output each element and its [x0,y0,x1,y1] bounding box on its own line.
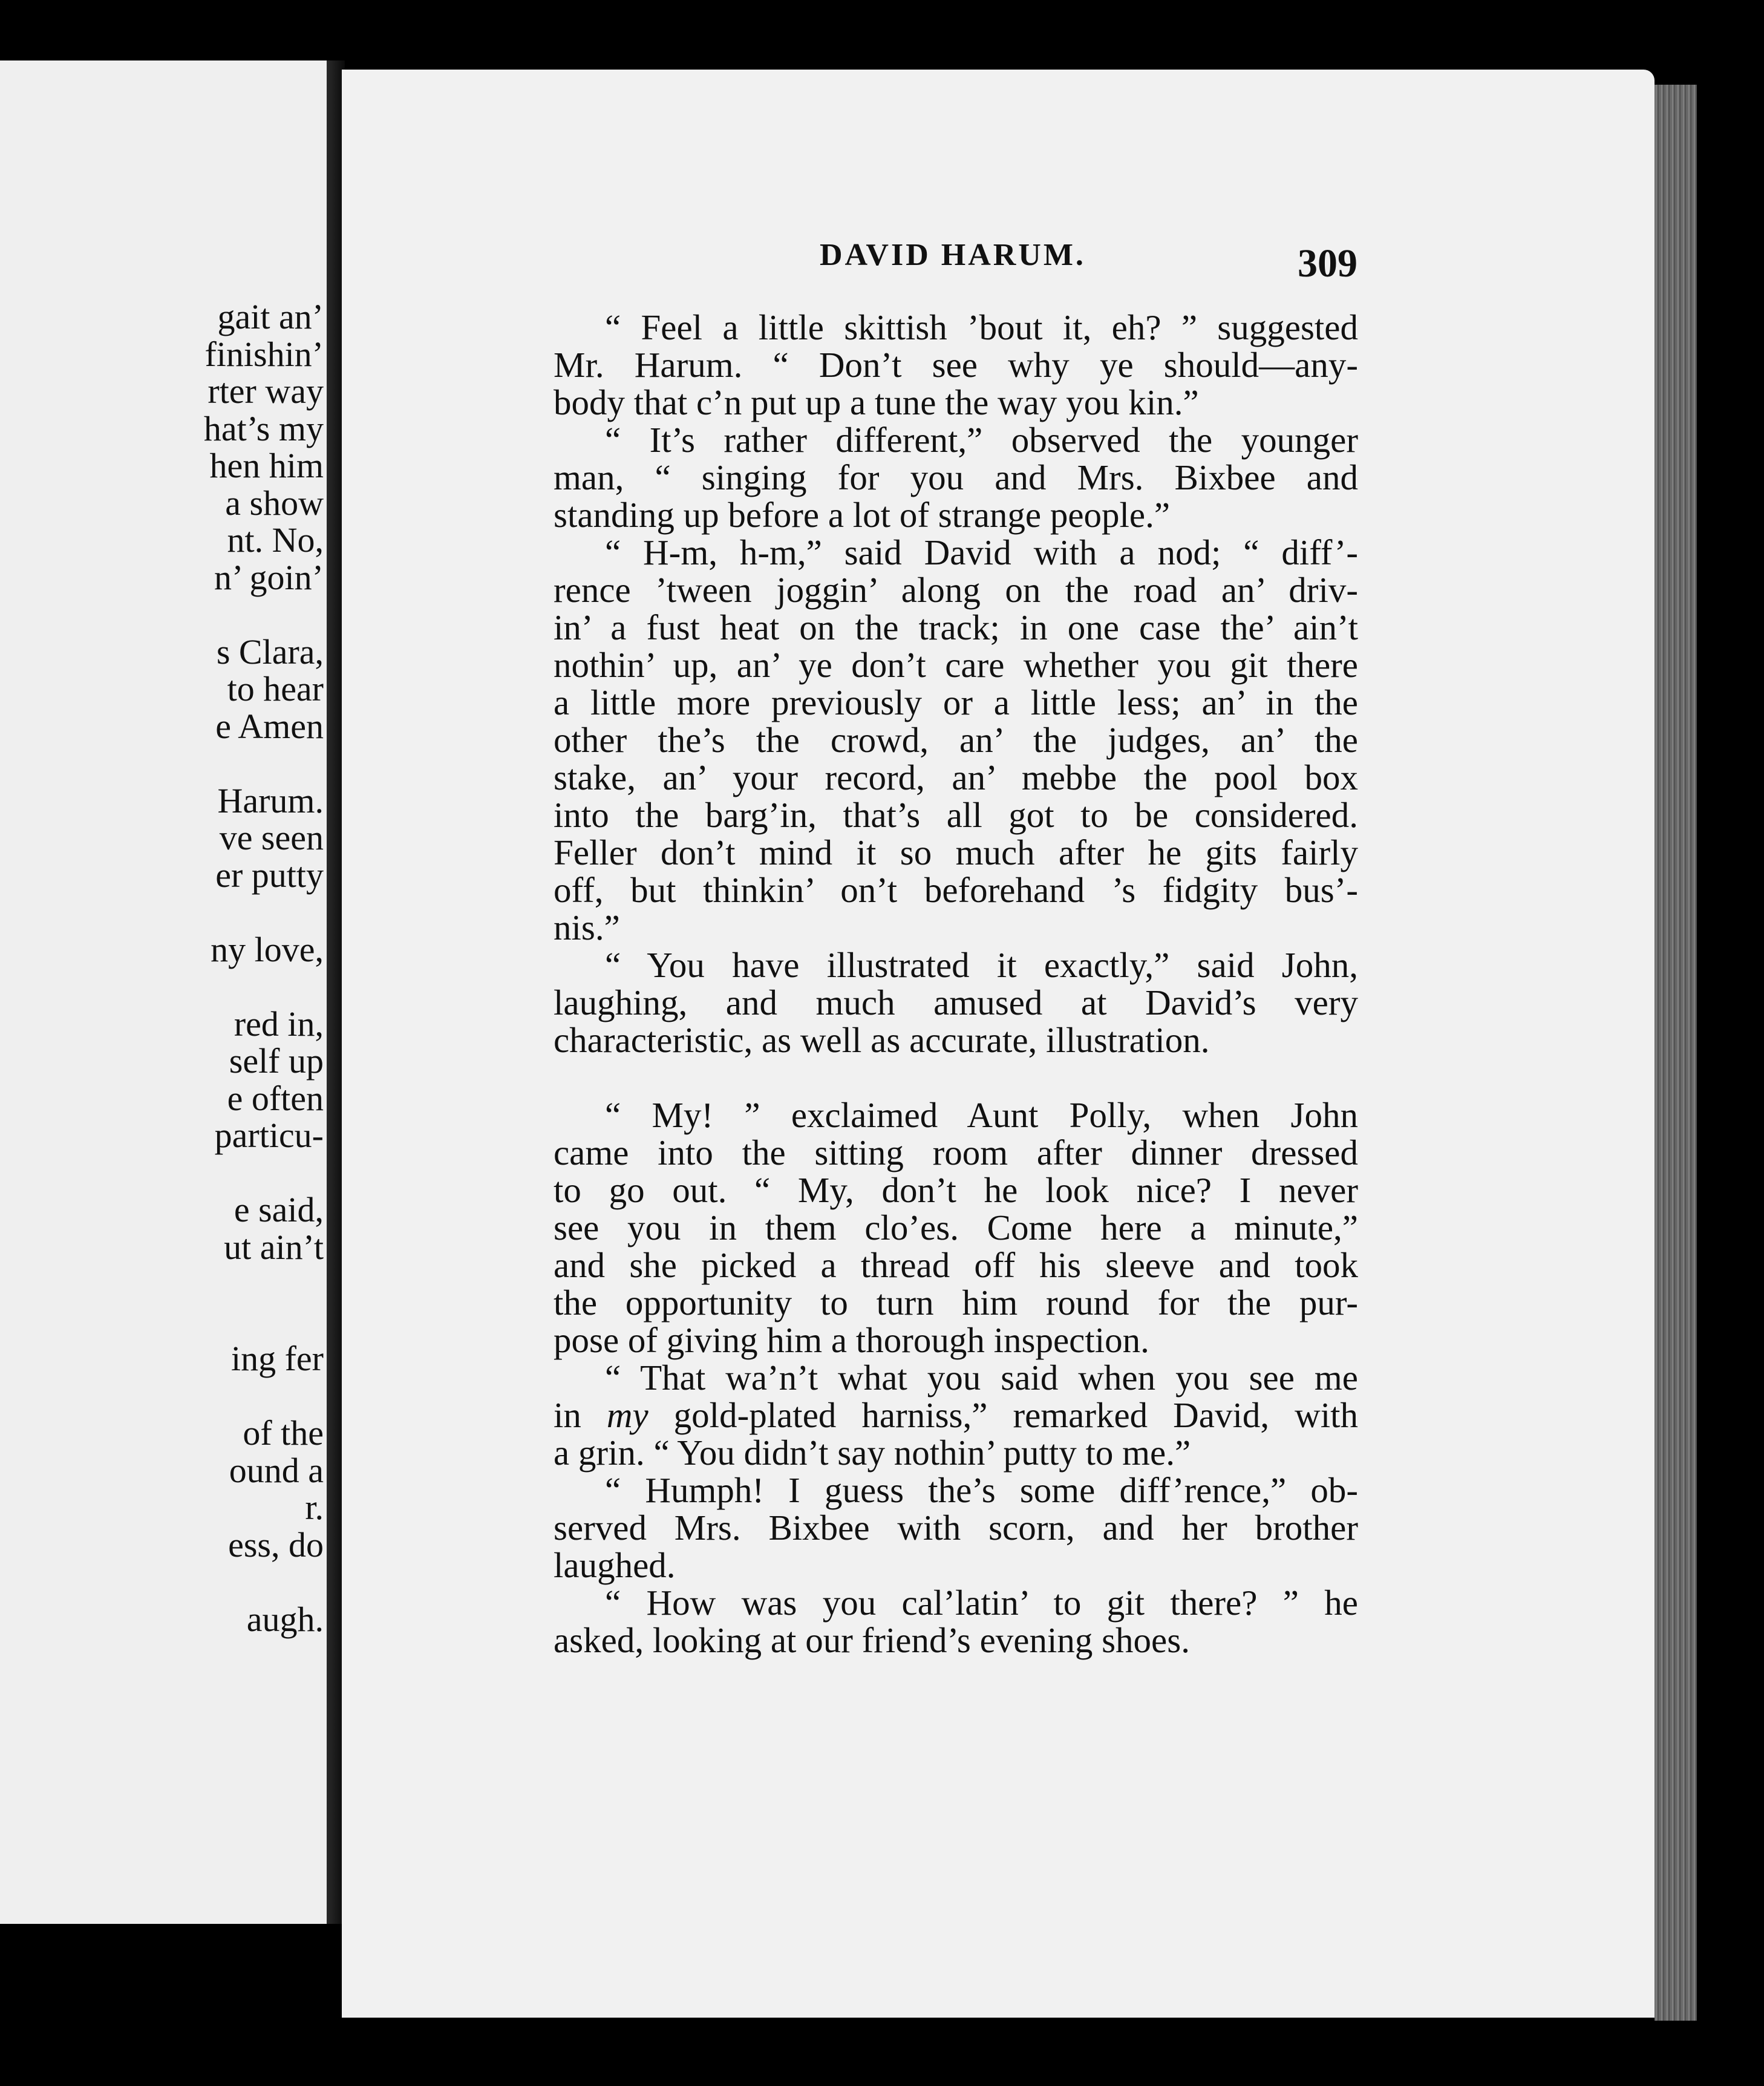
left-page-line: s Clara, [216,632,324,672]
paragraph [554,534,1358,946]
text-line: rence ’tween joggin’ along on the road an’ driv- [554,570,1358,610]
text-line: “ It’s rather different,” observed the younger [605,420,1358,460]
text-line: asked, looking at our friend’s evening shoes. [554,1620,1190,1660]
left-page-line: hen him [209,446,324,485]
left-page-line: e often [227,1078,324,1118]
left-page-line: hat’s my [203,408,324,448]
left-page-line: particu- [214,1116,324,1155]
paragraph [554,1096,1358,1359]
text-line: pose of giving him a thorough inspection. [554,1320,1149,1360]
left-page-line: er putty [215,855,324,895]
left-page-line: e Amen [215,706,324,746]
text-line: standing up before a lot of strange people.” [554,495,1171,535]
text-line: stake, an’ your record, an’ mebbe the pool box [554,757,1358,797]
text-line: served Mrs. Bixbee with scorn, and her brother [554,1508,1358,1548]
left-page-line: ve seen [219,818,324,857]
text-line: “ That wa’n’t what you said when you see me [605,1358,1358,1398]
paragraph [554,421,1358,534]
left-page-line: of the [243,1413,324,1453]
left-page-line: a show [225,483,324,523]
text-line: laughed. [554,1545,676,1585]
left-page-line: gait an’ [217,297,324,336]
page-block-edge [1655,85,1697,2021]
paragraph [554,1471,1358,1584]
page-number: 309 [1298,241,1357,286]
left-page-line: Harum. [217,780,324,820]
left-page-line: r. [305,1488,324,1527]
paragraph [554,309,1358,421]
section-break [554,1059,1358,1096]
left-page-line: self up [229,1041,324,1081]
text-line: body that c’n put up a tune the way you kin.” [554,382,1199,422]
left-page-line: ut ain’t [224,1227,324,1267]
body-text [554,309,1358,1659]
text-line: Mr. Harum. “ Don’t see why ye should—any- [554,345,1358,385]
left-page-line: nt. No, [227,520,324,560]
text-line: other the’s the crowd, an’ the judges, an’ the [554,720,1358,760]
text-line: and she picked a thread off his sleeve and took [554,1245,1358,1285]
text-line: “ You have illustrated it exactly,” said John, [605,945,1358,985]
text-line: “ My! ” exclaimed Aunt Polly, when John [605,1095,1358,1135]
left-page-line: red in, [234,1004,324,1044]
text-line: “ Humph! I guess the’s some diff’rence,” ob- [605,1470,1358,1510]
left-page-line: ny love, [211,929,324,969]
left-page-line: rter way [207,371,324,411]
text-line: “ H-m, h-m,” said David with a nod; “ diff’- [605,532,1358,572]
left-page-line: to hear [227,669,324,708]
paragraph [554,1584,1358,1659]
text-line: characteristic, as well as accurate, illustration. [554,1020,1210,1060]
left-page-line: augh. [246,1599,324,1639]
left-page-line: ound a [229,1450,324,1490]
text-line: to go out. “ My, don’t he look nice? I never [554,1170,1358,1210]
left-page-line: ing fer [231,1339,324,1378]
text-line: came into the sitting room after dinner dressed [554,1133,1358,1172]
text-line: off, but thinkin’ on’t beforehand ’s fidgity bus’- [554,870,1358,910]
text-line: “ How was you cal’latin’ to git there? ” he [605,1583,1358,1623]
text-line: a grin. “ You didn’t say nothin’ putty to me.” [554,1433,1191,1473]
text-line: the opportunity to turn him round for the pur- [554,1283,1358,1323]
previous-page [0,60,335,1924]
left-page-line: n’ goin’ [214,557,324,597]
text-line: in’ a fust heat on the track; in one case the’ ain’t [554,607,1358,647]
text-line: man, “ singing for you and Mrs. Bixbee and [554,457,1358,497]
text-line: laughing, and much amused at David’s very [554,983,1358,1022]
text-line: see you in them clo’es. Come here a minute,” [554,1208,1358,1247]
left-page-line: ess, do [228,1525,324,1565]
text-line: Feller don’t mind it so much after he gits fairly [554,832,1358,872]
text-line: nis.” [554,907,620,947]
paragraph [554,1359,1358,1471]
paragraph [554,946,1358,1059]
running-head: DAVID HARUM. [820,238,1086,272]
left-page-line: finishin’ [204,334,324,374]
text-line: “ Feel a little skittish ’bout it, eh? ” suggested [605,307,1358,347]
text-line: a little more previously or a little less; an’ in the [554,682,1358,722]
text-line: into the barg’in, that’s all got to be considered. [554,795,1358,835]
text-line: in my gold-plated harniss,” remarked David, with [554,1395,1358,1435]
text-line: nothin’ up, an’ ye don’t care whether you git there [554,645,1358,685]
left-page-line: e said, [234,1190,324,1229]
